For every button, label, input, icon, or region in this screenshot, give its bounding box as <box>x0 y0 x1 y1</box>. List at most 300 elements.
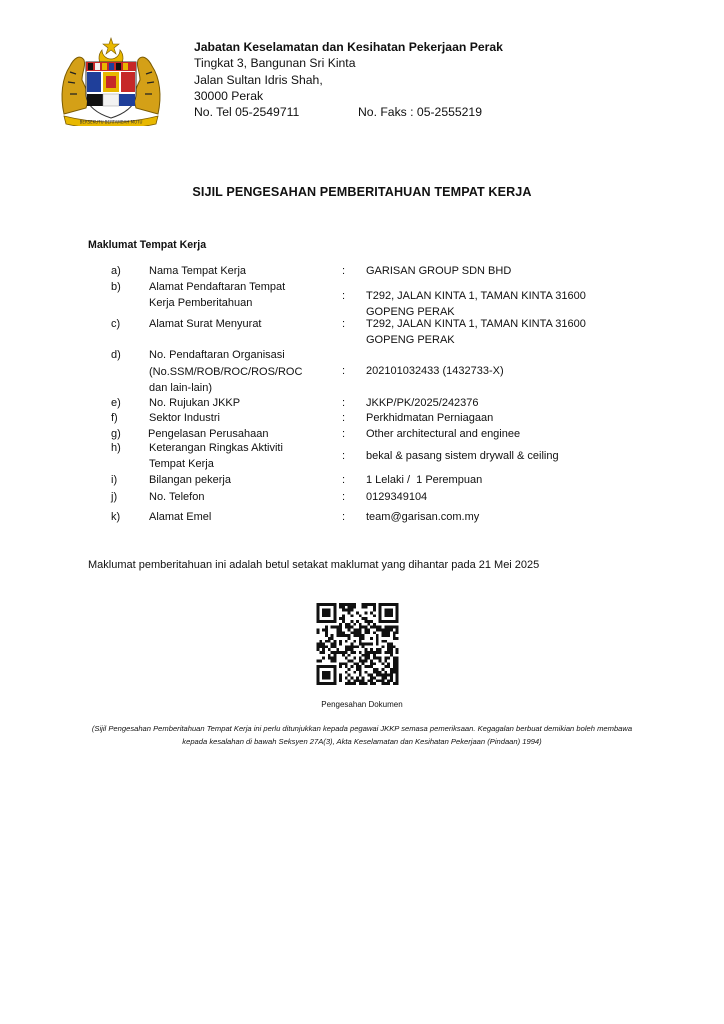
qr-module <box>384 631 387 634</box>
row-colon: : <box>342 397 346 409</box>
qr-module <box>373 677 376 680</box>
qr-module <box>353 679 356 682</box>
qr-module <box>362 606 365 609</box>
qr-module <box>339 674 342 677</box>
qr-module <box>331 682 334 685</box>
qr-module <box>376 626 379 629</box>
qr-module <box>396 617 399 620</box>
qr-module <box>390 611 393 614</box>
qr-module <box>396 614 399 617</box>
row-label: Alamat Pendaftaran Tempat Kerja Pemberitahuan <box>149 281 286 309</box>
qr-module <box>336 631 339 634</box>
qr-module <box>350 603 353 606</box>
qr-module <box>356 668 359 671</box>
qr-module <box>379 674 382 677</box>
qr-module <box>319 603 322 606</box>
qr-module <box>317 611 320 614</box>
qr-module <box>333 645 336 648</box>
qr-module <box>376 628 379 631</box>
qr-module <box>365 620 368 623</box>
qr-module <box>362 654 365 657</box>
qr-module <box>359 651 362 654</box>
qr-module <box>348 623 351 626</box>
qr-module <box>322 651 325 654</box>
qr-module <box>359 637 362 640</box>
qr-module <box>362 617 365 620</box>
qr-module <box>382 668 385 671</box>
qr-module <box>325 628 328 631</box>
qr-module <box>370 662 373 665</box>
qr-module <box>356 611 359 614</box>
qr-module <box>328 609 331 612</box>
qr-module <box>370 648 373 651</box>
qr-module <box>362 603 365 606</box>
legal-footnote: (Sijil Pengesahan Pemberitahuan Tempat Kerja ini perlu ditunjukkan kepada pegawai JKKP semasa pemeriksaan. Kegagalan berbuat demikian boleh membawa kepada kesalahan di bawah Seksyen 27A(3), Akta Keselamatan dan Kesihatan Pekerjaan (Pindaan) 1994) <box>91 724 633 747</box>
qr-module <box>350 665 353 668</box>
qr-module <box>396 611 399 614</box>
qr-module <box>333 651 336 654</box>
qr-module <box>393 682 396 685</box>
qr-module <box>348 637 351 640</box>
qr-module <box>322 645 325 648</box>
qr-module <box>359 640 362 643</box>
qr-module <box>319 620 322 623</box>
qr-module <box>376 643 379 646</box>
qr-module <box>336 651 339 654</box>
crest-motto: BERSEKUTU BERTAMBAH MUTU <box>79 119 143 125</box>
qr-module <box>333 611 336 614</box>
qr-module <box>393 660 396 663</box>
qr-module <box>396 668 399 671</box>
qr-module <box>350 645 353 648</box>
qr-module <box>348 609 351 612</box>
qr-module <box>379 660 382 663</box>
qr-module <box>317 645 320 648</box>
qr-module <box>393 634 396 637</box>
qr-module <box>331 665 334 668</box>
qr-module <box>328 648 331 651</box>
qr-module <box>396 662 399 665</box>
row-label: No. Rujukan JKKP <box>149 397 241 409</box>
qr-module <box>379 671 382 674</box>
qr-module <box>353 645 356 648</box>
qr-module <box>367 603 370 606</box>
qr-module <box>376 674 379 677</box>
row-letter: a) <box>111 265 121 277</box>
qr-module <box>396 606 399 609</box>
qr-module <box>370 620 373 623</box>
qr-module <box>342 603 345 606</box>
qr-module <box>367 628 370 631</box>
qr-module <box>379 609 382 612</box>
qr-module <box>322 657 325 660</box>
qr-module <box>387 682 390 685</box>
row-colon: : <box>342 365 346 377</box>
qr-module <box>373 623 376 626</box>
qr-module <box>359 634 362 637</box>
qr-module <box>365 611 368 614</box>
qr-module <box>356 679 359 682</box>
qr-module <box>382 634 385 637</box>
qr-module <box>382 631 385 634</box>
qr-module <box>342 631 345 634</box>
qr-module <box>325 611 328 614</box>
qr-module <box>317 660 320 663</box>
qr-module <box>322 611 325 614</box>
qr-module <box>333 671 336 674</box>
qr-module <box>333 617 336 620</box>
qr-module <box>384 634 387 637</box>
qr-module <box>384 665 387 668</box>
qr-module <box>345 677 348 680</box>
qr-module <box>396 665 399 668</box>
qr-module <box>384 626 387 629</box>
qr-module <box>362 626 365 629</box>
qr-module <box>331 643 334 646</box>
row-value: bekal & pasang sistem drywall & ceiling <box>366 450 559 462</box>
qr-module <box>384 603 387 606</box>
qr-module <box>396 660 399 663</box>
qr-module <box>353 640 356 643</box>
qr-module <box>322 648 325 651</box>
qr-module <box>333 665 336 668</box>
qr-module <box>333 657 336 660</box>
letterhead <box>194 39 503 120</box>
qr-module <box>317 603 320 606</box>
qr-module <box>390 614 393 617</box>
qr-module <box>387 662 390 665</box>
section-heading: Maklumat Tempat Kerja <box>88 239 207 251</box>
qr-module <box>325 631 328 634</box>
qr-module <box>387 611 390 614</box>
qr-module <box>333 668 336 671</box>
qr-module <box>379 614 382 617</box>
qr-module <box>382 679 385 682</box>
qr-module <box>342 634 345 637</box>
qr-module <box>370 665 373 668</box>
row-label: No. Telefon <box>149 491 205 503</box>
qr-module <box>350 631 353 634</box>
row-label: Alamat Surat Menyurat <box>149 318 262 330</box>
qr-module <box>345 640 348 643</box>
qr-module <box>348 682 351 685</box>
qr-module <box>365 665 368 668</box>
qr-module <box>356 662 359 665</box>
qr-module <box>319 682 322 685</box>
qr-module <box>342 614 345 617</box>
qr-module <box>331 660 334 663</box>
qr-module <box>348 603 351 606</box>
qr-module <box>353 623 356 626</box>
qr-module <box>365 631 368 634</box>
qr-module <box>333 640 336 643</box>
qr-module <box>390 645 393 648</box>
qr-module <box>319 645 322 648</box>
qr-module <box>387 651 390 654</box>
qr-module <box>319 640 322 643</box>
qr-module <box>370 626 373 629</box>
qr-module <box>396 603 399 606</box>
qr-module <box>350 626 353 629</box>
qr-module <box>370 643 373 646</box>
qr-module <box>339 628 342 631</box>
qr-module <box>336 648 339 651</box>
qr-module <box>382 620 385 623</box>
qr-module <box>382 645 385 648</box>
row-colon: : <box>342 318 346 330</box>
qr-module <box>339 677 342 680</box>
qr-module <box>390 654 393 657</box>
qr-module <box>384 682 387 685</box>
qr-module <box>319 665 322 668</box>
row-letter: b) <box>111 281 121 293</box>
qr-module <box>359 628 362 631</box>
row-colon: : <box>342 450 346 462</box>
qr-module <box>393 668 396 671</box>
row-colon: : <box>342 290 346 302</box>
qr-module <box>365 628 368 631</box>
qr-module <box>345 662 348 665</box>
qr-module <box>376 634 379 637</box>
row-letter: c) <box>111 318 121 330</box>
qr-module <box>333 606 336 609</box>
qr-module <box>353 628 356 631</box>
qr-module <box>325 614 328 617</box>
qr-module <box>384 651 387 654</box>
qr-module <box>365 643 368 646</box>
qr-module <box>345 651 348 654</box>
qr-module <box>365 657 368 660</box>
row-colon: : <box>342 428 346 440</box>
qr-module <box>322 603 325 606</box>
coat-of-arms-logo <box>56 36 166 126</box>
qr-module <box>359 623 362 626</box>
qr-module <box>362 645 365 648</box>
row-colon: : <box>342 412 346 424</box>
qr-module <box>345 623 348 626</box>
qr-module <box>370 679 373 682</box>
qr-module <box>365 626 368 629</box>
qr-module <box>328 657 331 660</box>
qr-module <box>339 665 342 668</box>
qr-code[interactable] <box>313 603 402 685</box>
qr-module <box>373 668 376 671</box>
qr-module <box>317 614 320 617</box>
qr-module <box>359 682 362 685</box>
qr-module <box>317 677 320 680</box>
row-value: Other architectural and enginee <box>366 428 521 440</box>
qr-module <box>387 626 390 629</box>
qr-module <box>345 609 348 612</box>
qr-module <box>373 609 376 612</box>
qr-module <box>359 665 362 668</box>
qr-module <box>367 679 370 682</box>
qr-module <box>319 643 322 646</box>
qr-module <box>345 648 348 651</box>
qr-module <box>333 603 336 606</box>
qr-module <box>322 674 325 677</box>
qr-module <box>384 614 387 617</box>
qr-module <box>387 620 390 623</box>
qr-module <box>382 603 385 606</box>
qr-module <box>365 651 368 654</box>
qr-module <box>382 628 385 631</box>
qr-module <box>379 648 382 651</box>
qr-module <box>317 671 320 674</box>
qr-module <box>359 660 362 663</box>
qr-module <box>370 651 373 654</box>
row-value: 202101032433 (1432733-X) <box>366 365 504 377</box>
row-letter: j) <box>111 491 118 503</box>
qr-module <box>384 657 387 660</box>
qr-module <box>390 628 393 631</box>
qr-module <box>365 654 368 657</box>
qr-module <box>322 628 325 631</box>
qr-module <box>339 626 342 629</box>
qr-module <box>345 657 348 660</box>
qr-module <box>367 674 370 677</box>
qr-module <box>396 651 399 654</box>
qr-module <box>317 609 320 612</box>
qr-module <box>322 682 325 685</box>
qr-module <box>342 620 345 623</box>
qr-module <box>393 665 396 668</box>
qr-module <box>348 611 351 614</box>
qr-module <box>376 657 379 660</box>
qr-module <box>362 643 365 646</box>
qr-module <box>379 617 382 620</box>
qr-module <box>356 620 359 623</box>
qr-module <box>367 665 370 668</box>
qr-module <box>362 634 365 637</box>
qr-module <box>342 651 345 654</box>
qr-module <box>322 620 325 623</box>
qr-module <box>331 657 334 660</box>
row-letter: i) <box>111 474 118 486</box>
qr-module <box>367 620 370 623</box>
qr-module <box>319 651 322 654</box>
qr-module <box>379 606 382 609</box>
qr-module <box>353 603 356 606</box>
qr-module <box>396 609 399 612</box>
qr-module <box>317 617 320 620</box>
row-value: Perkhidmatan Perniagaan <box>366 412 494 424</box>
qr-module <box>382 677 385 680</box>
qr-module <box>362 682 365 685</box>
qr-module <box>373 654 376 657</box>
qr-module <box>345 626 348 629</box>
qr-module <box>373 631 376 634</box>
row-value: T292, JALAN KINTA 1, TAMAN KINTA 31600 GOPENG PERAK <box>366 290 586 318</box>
qr-module <box>373 614 376 617</box>
qr-module <box>353 606 356 609</box>
qr-module <box>325 620 328 623</box>
qr-module <box>328 674 331 677</box>
qr-module <box>325 682 328 685</box>
qr-module <box>331 620 334 623</box>
qr-module <box>367 623 370 626</box>
qr-module <box>325 640 328 643</box>
qr-module <box>345 665 348 668</box>
qr-module <box>390 620 393 623</box>
qr-module <box>348 660 351 663</box>
qr-module <box>325 626 328 629</box>
qr-module <box>348 606 351 609</box>
qr-module <box>317 631 320 634</box>
qr-module <box>387 628 390 631</box>
row-value: JKKP/PK/2025/242376 <box>366 397 479 409</box>
qr-module <box>328 614 331 617</box>
qr-module <box>317 620 320 623</box>
qr-module <box>376 651 379 654</box>
qr-module <box>387 609 390 612</box>
qr-module <box>359 657 362 660</box>
qr-module <box>328 620 331 623</box>
qr-module <box>339 623 342 626</box>
qr-module <box>336 634 339 637</box>
qr-module <box>359 679 362 682</box>
row-label: Pengelasan Perusahaan <box>148 428 269 440</box>
qr-module <box>353 671 356 674</box>
qr-module <box>333 620 336 623</box>
row-label: Keterangan Ringkas Aktiviti Tempat Kerja <box>149 442 283 470</box>
qr-module <box>370 677 373 680</box>
qr-module <box>396 628 399 631</box>
qr-module <box>359 614 362 617</box>
row-label: No. Pendaftaran Organisasi (No.SSM/ROB/ROC/ROS/ROC dan lain-lain) <box>149 349 303 394</box>
qr-module <box>328 603 331 606</box>
qr-module <box>390 648 393 651</box>
qr-module <box>317 682 320 685</box>
qr-module <box>376 648 379 651</box>
qr-module <box>342 606 345 609</box>
qr-module <box>322 609 325 612</box>
qr-module <box>396 671 399 674</box>
qr-module <box>317 679 320 682</box>
row-value: GARISAN GROUP SDN BHD <box>366 265 512 277</box>
qr-module <box>350 648 353 651</box>
qr-module <box>356 677 359 680</box>
qr-module <box>390 674 393 677</box>
qr-module <box>350 643 353 646</box>
row-colon: : <box>342 265 346 277</box>
qr-module <box>339 634 342 637</box>
qr-module <box>396 682 399 685</box>
qr-module <box>379 657 382 660</box>
qr-module <box>393 631 396 634</box>
qr-module <box>384 640 387 643</box>
qr-module <box>367 643 370 646</box>
row-value: 0129349104 <box>366 491 428 503</box>
qr-module <box>331 603 334 606</box>
qr-module <box>350 677 353 680</box>
qr-module <box>339 651 342 654</box>
qr-module <box>387 634 390 637</box>
qr-module <box>356 631 359 634</box>
row-label: Alamat Emel <box>149 511 212 523</box>
qr-module <box>370 637 373 640</box>
qr-module <box>373 657 376 660</box>
qr-module <box>373 651 376 654</box>
qr-module <box>393 662 396 665</box>
qr-module <box>362 679 365 682</box>
qr-module <box>325 609 328 612</box>
qr-module <box>322 643 325 646</box>
qr-module <box>384 620 387 623</box>
qr-module <box>396 626 399 629</box>
row-label: Nama Tempat Kerja <box>149 265 247 277</box>
qr-module <box>384 677 387 680</box>
